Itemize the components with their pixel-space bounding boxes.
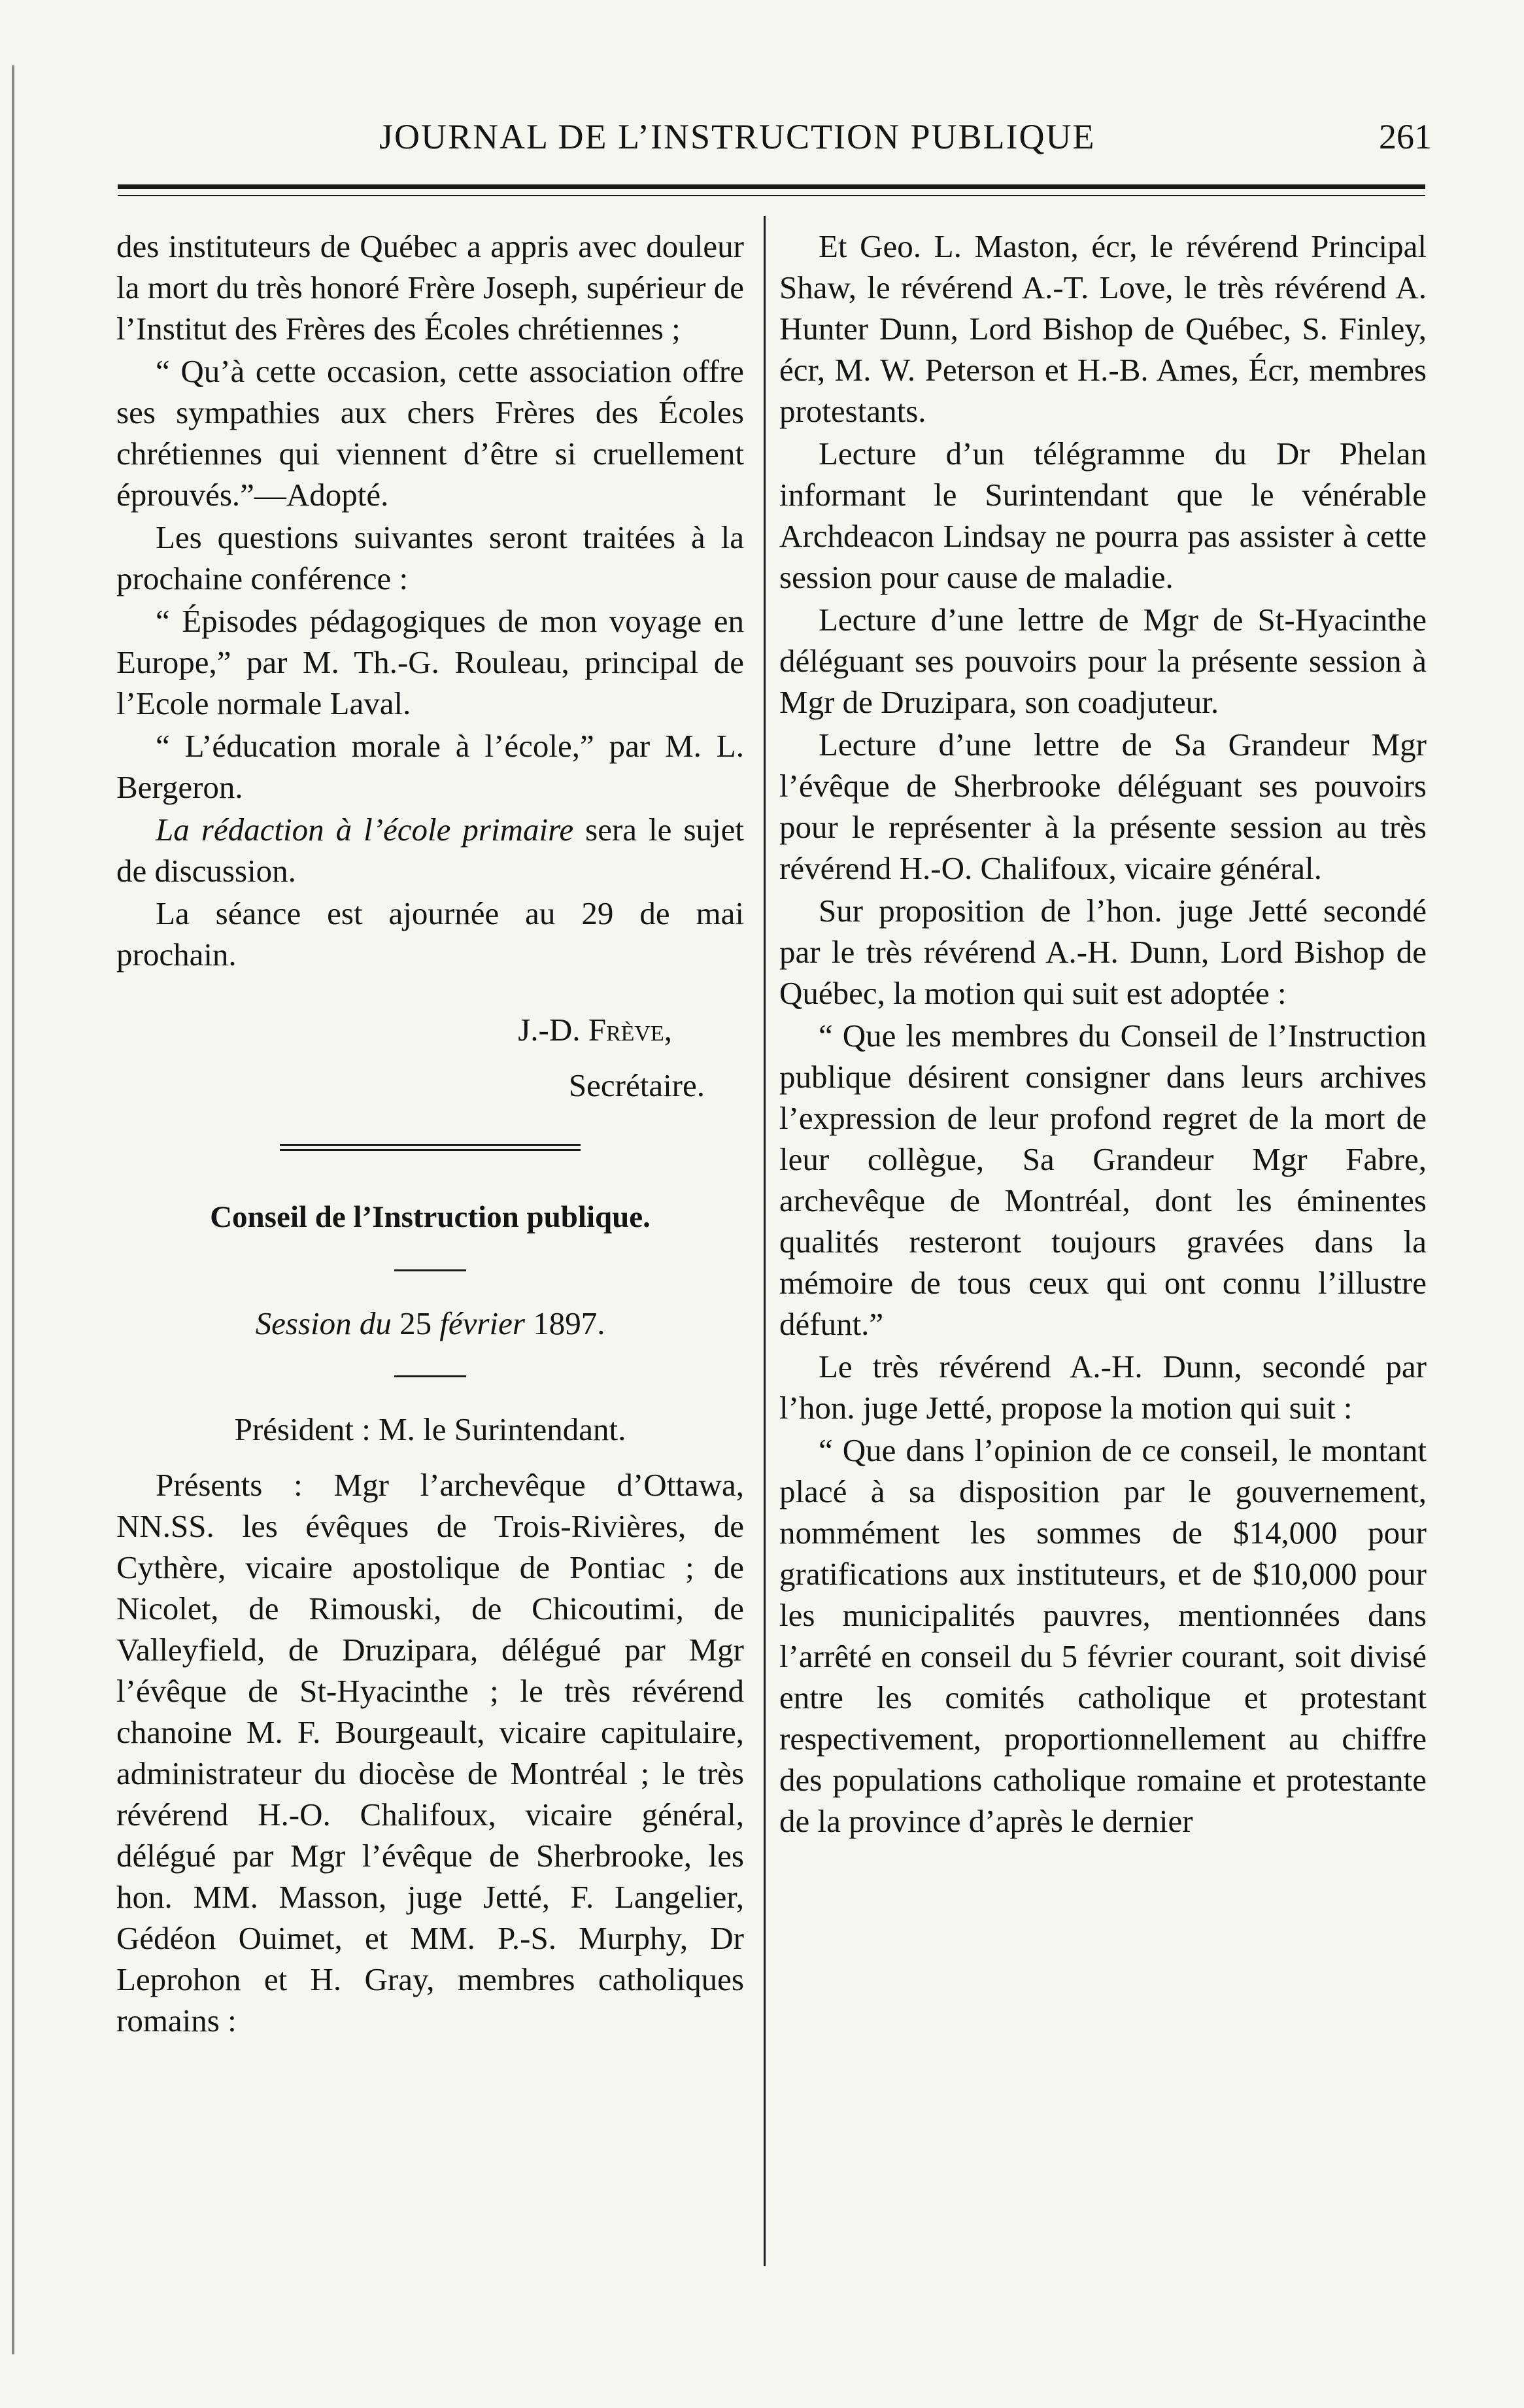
- paragraph-text: sera le sujet de discussion.: [116, 812, 744, 889]
- paragraph: Les questions suivantes seront traitées à la prochaine conférence :: [116, 519, 744, 596]
- paragraph: Présents : Mgr l’archevêque d’Ottawa, NN.SS. les évêques de Trois-Rivières, de Cythère, vicaire apostolique de Pontiac ; de Nicolet, de Rimouski, de Chicoutimi, de Valleyfield, de Druzipara, délégué par Mgr l’évêque de St-Hyacinthe ; le très révérend chanoine M. F. Bourgeault, vicaire capitulaire, administrateur du diocèse de Montréal ; le très révérend H.-O. Chalifoux, vicaire général, délégué par Mgr l’évêque de Sherbrooke, les hon. MM. Masson, juge Jetté, F. Langelier, Gédéon Ouimet, et MM. P.-S. Murphy, Dr Leprohon et H. Gray, membres catholiques romains :: [116, 1467, 744, 2038]
- short-rule: [394, 1375, 466, 1377]
- column-divider: [764, 216, 766, 2266]
- paragraph: “ Épisodes pédagogiques de mon voyage en Europe,” par M. Th.-G. Rouleau, principal de l’Ecole normale Laval.: [116, 603, 744, 721]
- page-edge-shadow: [12, 65, 14, 2354]
- italic-title: La rédaction à l’école primaire: [156, 812, 574, 848]
- paragraph: Lecture d’une lettre de Sa Grandeur Mgr l’évêque de Sherbrooke déléguant ses pouvoirs pour le représenter à la présente session au très révérend H.-O. Chalifoux, vicaire général.: [779, 727, 1427, 886]
- signature-name: J.-D. Frève,: [518, 1012, 672, 1048]
- session-date: [116, 1303, 744, 1344]
- paragraph: Sur proposition de l’hon. juge Jetté secondé par le très révérend A.-H. Dunn, Lord Bishop de Québec, la motion qui suit est adoptée :: [779, 893, 1427, 1011]
- journal-title: JOURNAL DE L’INSTRUCTION PUBLIQUE: [379, 117, 1096, 156]
- paragraph: Lecture d’une lettre de Mgr de St-Hyacinthe déléguant ses pouvoirs pour la présente session à Mgr de Druzipara, son coadjuteur.: [779, 602, 1427, 720]
- paragraph: des instituteurs de Québec a appris avec douleur la mort du très honoré Frère Joseph, supérieur de l’Institut des Frères des Écoles chrétiennes ;: [116, 228, 744, 347]
- paragraph: Et Geo. L. Maston, écr, le révérend Principal Shaw, le révérend A.-T. Love, le très révérend A. Hunter Dunn, Lord Bishop de Québec, S. Finley, écr, M. W. Peterson et H.-B. Ames, Écr, membres protestants.: [779, 228, 1427, 429]
- short-rule: [394, 1269, 466, 1271]
- session-label: Session du: [255, 1305, 392, 1341]
- right-column: [779, 226, 1427, 1843]
- quoted-resolution: “ Que les membres du Conseil de l’Instruction publique désirent consigner dans leurs archives l’expression de leur profond regret de la mort de leur collègue, Sa Grandeur Mgr Fabre, archevêque de Montréal, dont les éminentes qualités resteront toujours gravées dans la mémoire de tous ceux qui ont connu l’illustre défunt.”: [779, 1018, 1427, 1342]
- session-year: 1897.: [524, 1305, 605, 1341]
- paragraph: “ L’éducation morale à l’école,” par M. L. Bergeron.: [116, 728, 744, 805]
- header-rule-thin: [118, 195, 1425, 196]
- signature-title: Secrétaire.: [568, 1067, 705, 1103]
- president-line: Président : M. le Surintendant.: [234, 1411, 626, 1447]
- header-rule-thick: [118, 184, 1425, 189]
- paragraph: “ Qu’à cette occasion, cette association offre ses sympathies aux chers Frères des Écoles chrétiennes qui viennent d’être si cruellement éprouvés.”—Adopté.: [116, 353, 744, 513]
- paragraph: [116, 809, 744, 891]
- page-number: 261: [1379, 117, 1432, 156]
- paragraph: Le très révérend A.-H. Dunn, secondé par l’hon. juge Jetté, propose la motion qui suit :: [779, 1349, 1427, 1426]
- quoted-resolution: “ Que dans l’opinion de ce conseil, le montant placé à sa disposition par le gouvernement, nommément les sommes de $14,000 pour gratifications aux instituteurs, et de $10,000 pour les municipalités pauvres, mentionnées dans l’arrêté en conseil du 5 février courant, soit divisé entre les comités catholique et protestant respectivement, proportionnellement au chiffre des populations catholique romaine et protestante de la province d’après le dernier: [779, 1432, 1427, 1839]
- left-column: [116, 226, 744, 2042]
- paragraph: Lecture d’un télégramme du Dr Phelan informant le Surintendant que le vénérable Archdeacon Lindsay ne pourra pas assister à cette session pour cause de maladie.: [779, 436, 1427, 595]
- paragraph: La séance est ajournée au 29 de mai prochain.: [116, 895, 744, 972]
- session-month: février: [439, 1305, 525, 1341]
- section-heading: Conseil de l’Instruction publique.: [210, 1200, 651, 1234]
- page-header: [118, 116, 1432, 169]
- session-day: 25: [391, 1305, 440, 1341]
- section-divider: [280, 1144, 581, 1151]
